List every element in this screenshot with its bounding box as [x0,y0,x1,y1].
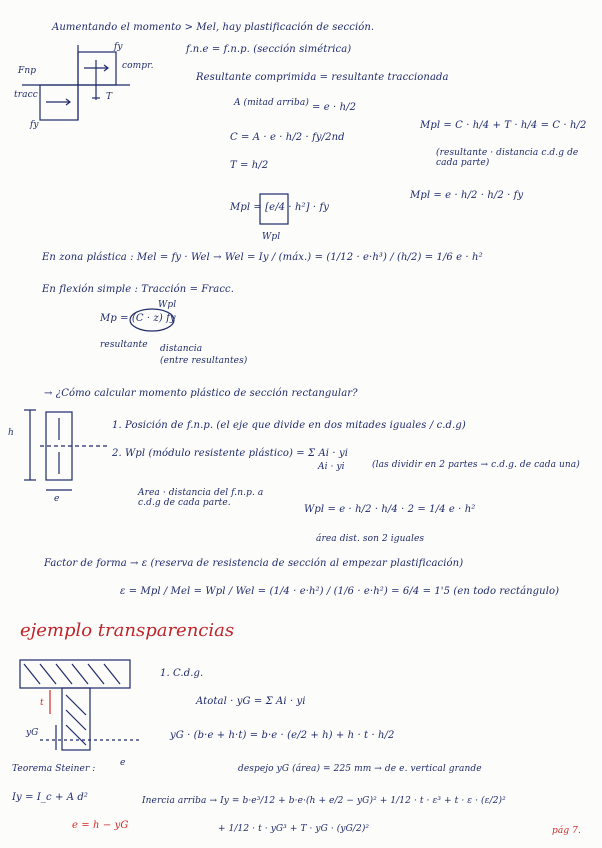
example-title: ejemplo transparencias [20,620,235,641]
ex-teorema: Teorema Steiner : [12,764,96,774]
ex-label-t: t [40,698,44,708]
intro-line: Aumentando el momento > Mel, hay plastificación de sección. [52,22,375,33]
ex-area: Atotal · yG = Σ Ai · yi [196,696,306,707]
mp-entre: (entre resultantes) [160,356,248,366]
q-heading: → ¿Cómo calcular momento plástico de sección rectangular? [44,388,358,399]
ex-iy: Iy = I_c + A d² [12,792,88,803]
ex-label-yg: yG [26,728,39,738]
eq-mpl-label: Wpl [262,232,281,242]
right-note: (resultante · distancia c.d.g de cada parte) [436,148,579,168]
forma-line: Factor de forma → ε (reserva de resistencia de sección al empezar plastificación) [44,558,464,569]
mp-formula: Mp = (C · z) fy [100,313,176,324]
q-wpl-sub: área dist. son 2 iguales [316,534,425,544]
q-h: h [8,428,14,438]
q-e: e [54,494,60,504]
right-mpl: Mpl = C · h/4 + T · h/4 = C · h/2 [420,120,587,131]
eq-t: T = h/2 [230,160,269,171]
mp-wpl: Wpl [158,300,177,310]
q-step1: 1. Posición de f.n.p. (el eje que divide en dos mitades iguales / c.d.g) [112,420,466,431]
forma-eq: ε = Mpl / Mel = Wpl / Wel = (1/4 · e·h²) / (1/6 · e·h²) = 6/4 = 1'5 (en todo rectángulo) [120,586,560,597]
ex-label-e: e [120,758,126,768]
fne-line: f.n.e = f.n.p. (sección simétrica) [186,44,352,55]
compr-label: compr. [122,61,154,71]
eq-c1-rhs: = e · h/2 [312,102,357,113]
ex-despejo: despejo yG (área) = 225 mm → de e. vertical grande [238,764,482,774]
eq-mpl: Mpl = [e/4 · h²] · fy [230,202,329,213]
ex-inercia2: + 1/12 · t · yG³ + T · yG · (yG/2)² [218,824,370,834]
ex-step1: 1. C.d.g. [160,668,204,679]
eq-c1-lhs: A (mitad arriba) [234,98,309,108]
elastic-line: En zona plástica : Mel = fy · Wel → Wel = Iy / (máx.) = (1/12 · e·h³) / (h/2) = 1/6 e · h² [42,252,483,263]
q-ai: Ai · yi [318,462,345,472]
q-wpl: Wpl = e · h/2 · h/4 · 2 = 1/4 e · h² [304,504,476,515]
q-divide: (las dividir en 2 partes → c.d.g. de cada una) [372,460,580,470]
ex-yg: yG · (b·e + h·t) = b·e · (e/2 + h) + h · t · h/2 [170,730,395,741]
page-number: pág 7. [552,826,581,836]
ex-inercia: Inercia arriba → Iy = b·e³/12 + b·e·(h + e/2 − yG)² + 1/12 · t · ε³ + t · ε · (ε/2)² [142,796,506,806]
resultante-line: Resultante comprimida = resultante traccionada [196,72,449,83]
ex-ecn: e = h − yG [72,820,129,831]
mp-distancia: distancia [160,344,203,354]
fnp-label: Fnp [18,66,37,76]
q-area-note: Area · distancia del f.n.p. a c.d.g de cada parte. [138,488,264,508]
traccion-label: tracc [14,90,38,100]
q-step2: 2. Wpl (módulo resistente plástico) = Σ Ai · yi [112,448,348,459]
t-label: T [106,92,113,102]
right-mpl2: Mpl = e · h/2 · h/2 · fy [410,190,524,201]
fy-bottom-label: fy [30,120,39,130]
fy-top-label: fy [114,42,123,52]
mp-resultante: resultante [100,340,148,350]
eq-c2: C = A · e · h/2 · fy/2nd [230,132,345,143]
simple-line: En flexión simple : Tracción = Fracc. [42,284,235,295]
